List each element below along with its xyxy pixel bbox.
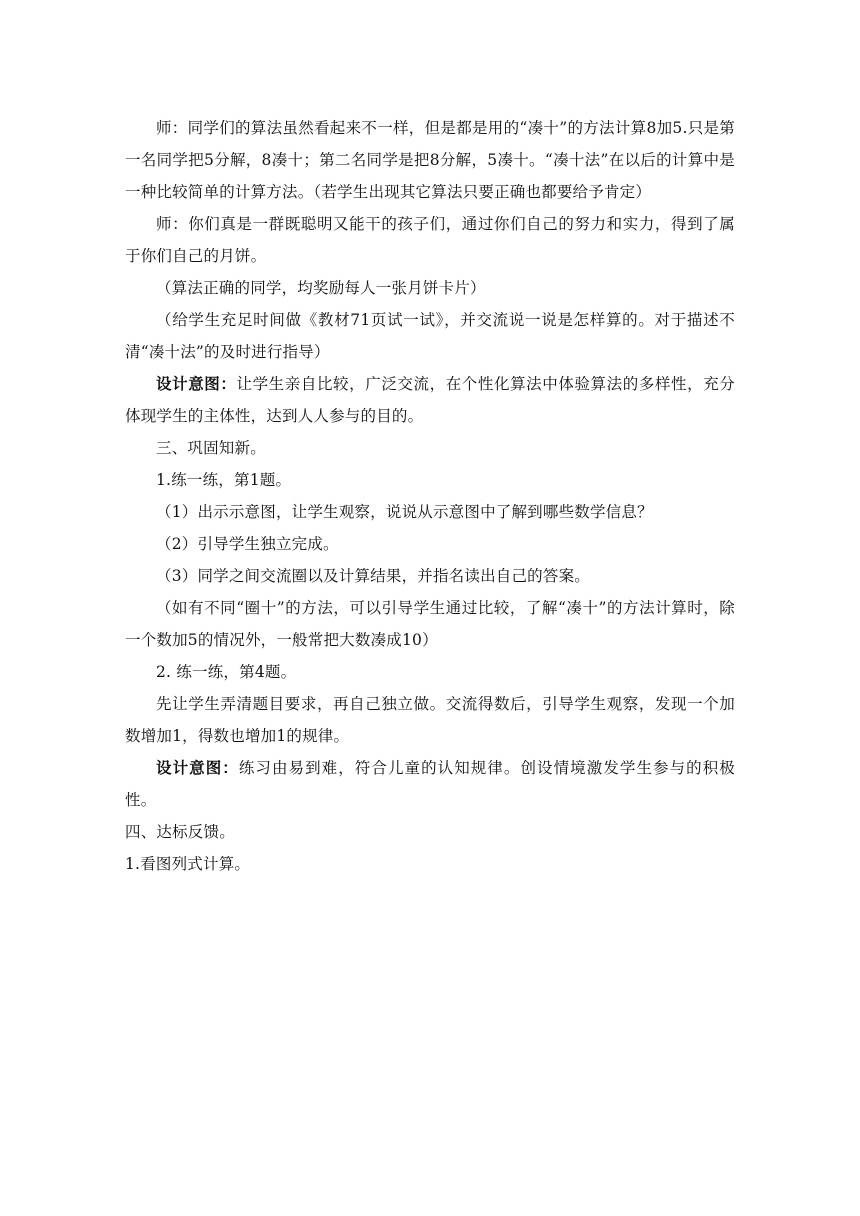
design-intent-label: 设计意图： [156, 758, 239, 777]
paragraph-circle-ten-note: （如有不同“圈十”的方法，可以引导学生通过比较，了解“凑十”的方法计算时，除一个数加5的情况外，一般常把大数凑成10） [125, 599, 735, 649]
paragraph-design-intent-1 [125, 368, 735, 432]
design-intent-text: 练习由易到难，符合儿童的认知规律。创设情境激发学生参与的积极性。 [125, 759, 735, 809]
section-heading-feedback: 四、达标反馈。 [125, 823, 235, 841]
feedback-item-1: 1.看图列式计算。 [125, 855, 251, 873]
exercise-1-step-2: （2）引导学生独立完成。 [156, 535, 339, 553]
design-intent-text: 让学生亲自比较，广泛交流，在个性化算法中体验算法的多样性，充分体现学生的主体性，达到人人参与的目的。 [125, 375, 735, 425]
paragraph-try-it-note: （给学生充足时间做《教材71页试一试》，并交流说一说是怎样算的。对于描述不清“凑十法”的及时进行指导） [125, 311, 735, 361]
exercise-1-step-3: （3）同学之间交流圈以及计算结果，并指名读出自己的答案。 [156, 567, 590, 585]
paragraph-teacher-praise: 师：你们真是一群既聪明又能干的孩子们，通过你们自己的努力和实力，得到了属于你们自己的月饼。 [125, 215, 735, 265]
paragraph-design-intent-2 [125, 752, 735, 816]
document-page [125, 112, 735, 880]
paragraph-teacher-explanation: 师：同学们的算法虽然看起来不一样，但是都是用的“凑十”的方法计算8加5.只是第一名同学把5分解，8凑十；第二名同学是把8分解，5凑十。“凑十法”在以后的计算中是一种比较简单的计算方法。（若学生出现其它算法只要正确也都要给予肯定） [125, 119, 735, 201]
exercise-2-title: 2. 练一练，第4题。 [156, 663, 297, 681]
exercise-1-step-1: （1）出示示意图，让学生观察，说说从示意图中了解到哪些数学信息？ [156, 503, 653, 521]
paragraph-reward-note: （算法正确的同学，均奖励每人一张月饼卡片） [156, 279, 486, 297]
design-intent-label: 设计意图： [156, 374, 237, 393]
exercise-1-title: 1.练一练，第1题。 [156, 471, 292, 489]
section-heading-consolidate: 三、巩固知新。 [156, 439, 266, 457]
paragraph-exercise-2-instructions: 先让学生弄清题目要求，再自己独立做。交流得数后，引导学生观察，发现一个加数增加1，得数也增加1的规律。 [125, 695, 735, 745]
